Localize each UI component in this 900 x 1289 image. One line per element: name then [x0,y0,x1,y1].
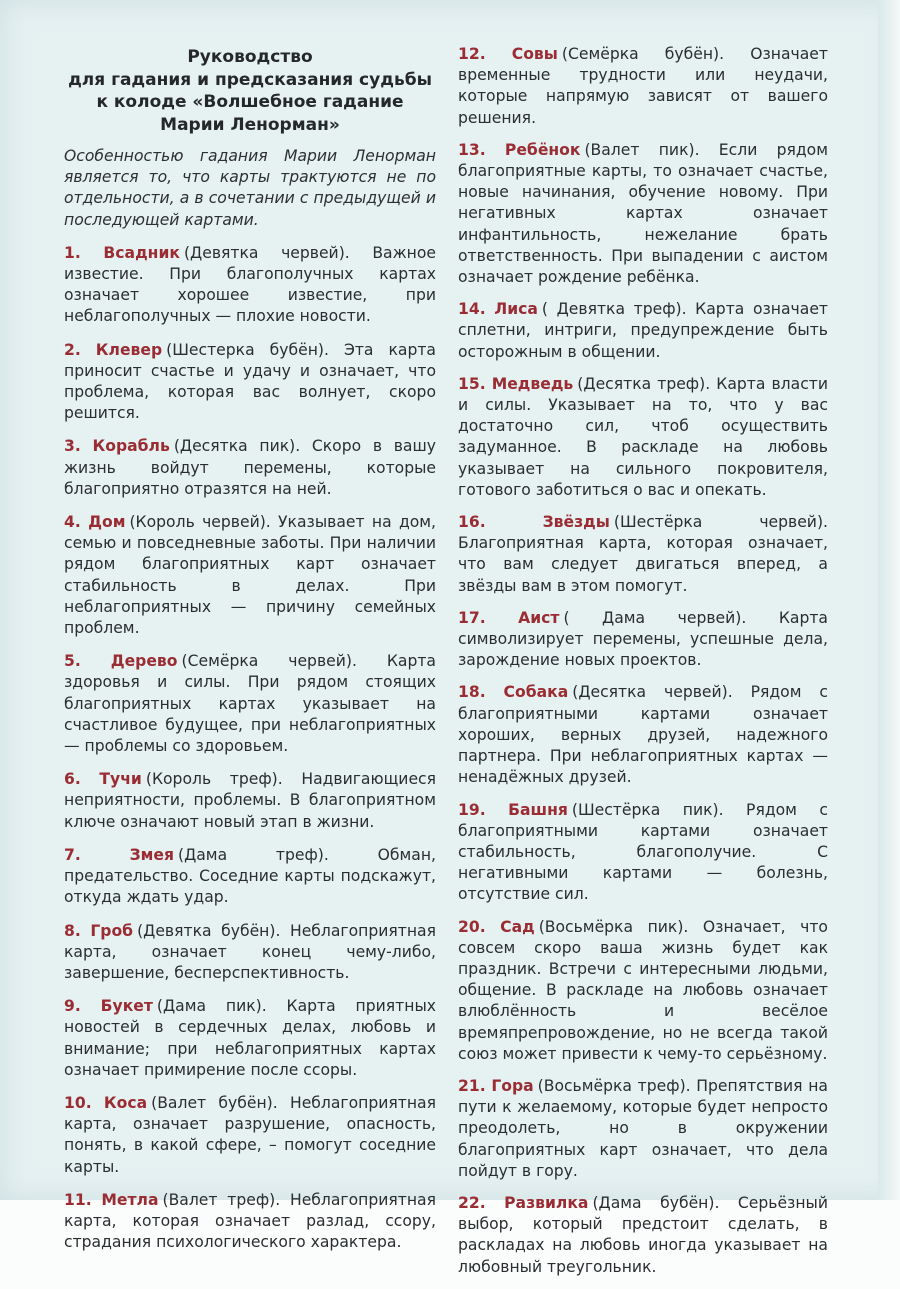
card-name: Букет [100,997,153,1016]
guide-title [64,46,436,136]
card-number: 14. [458,300,486,319]
card-number: 9. [64,997,81,1016]
card-name: Лиса [494,300,538,319]
card-number: 12. [458,45,486,63]
card-number: 18. [458,683,486,702]
card-entry [458,299,828,363]
card-entry [458,917,828,1065]
card-entry [64,769,436,833]
card-number: 1. [64,243,81,262]
card-number: 11. [64,1190,92,1209]
card-entry [458,608,828,672]
card-description: (Шестерка бубён). Эта карта приносит счастье и удачу и означает, что проблема, которая вас волнует, скоро решится. [64,340,436,423]
card-name: Сад [500,917,535,936]
card-entry [64,996,436,1081]
card-number: 17. [458,608,486,627]
card-number: 22. [458,1193,486,1212]
title-line: Марии Ленорман» [160,114,340,135]
card-name: Гроб [90,921,134,940]
card-entry [458,1076,828,1182]
card-description: (Десятка треф). Карта власти и силы. Указывает на то, что у вас достаточно сил, чтоб осуществить задуманное. В раскладе на любовь указывает на сильного покровителя, готового заботиться о вас и опекать. [458,374,828,499]
card-description: (Валет бубён). Неблагоприятная карта, означает разрушение, опасность, понять, в какой сфере, – помогут соседние карты. [64,1093,436,1176]
card-description: (Шестёрка червей). Благоприятная карта, которая означает, что вам следует двигаться вперед, а звёзды вам в этом помогут. [458,513,828,595]
card-entry [64,1093,436,1178]
left-column [64,40,436,1265]
card-description: (Король червей). Указывает на дом, семью и повседневные заботы. При наличии рядом благоприятных карт означает стабильность в делах. При неблагоприятных — причину семейных проблем. [64,513,436,638]
card-name: Ребёнок [504,140,581,159]
card-name: Всадник [103,243,180,262]
card-name: Развилка [504,1193,589,1212]
page-edge [878,0,900,1200]
card-name: Коса [103,1093,148,1112]
card-name: Гора [491,1076,534,1095]
card-description: (Валет треф). Неблагоприятная карта, которая означает разлад, ссору, страдания психологического характера. [64,1190,436,1252]
title-line: Руководство [187,47,313,67]
card-number: 6. [64,770,81,789]
card-entry [458,800,828,906]
card-description: (Десятка пик). Скоро в вашу жизнь войдут перемены, которые благоприятно отразятся на ней. [64,437,436,498]
card-number: 16. [458,513,486,532]
card-entry [64,340,436,425]
card-name: Метла [101,1190,159,1209]
card-number: 2. [64,340,81,359]
card-entry [458,512,828,597]
right-column [458,44,828,1289]
card-number: 8. [64,921,81,940]
card-name: Змея [129,845,174,864]
card-entry [64,243,436,328]
card-entry [458,44,828,129]
card-number: 10. [64,1093,92,1112]
card-name: Тучи [99,770,142,789]
card-entry [458,1193,828,1278]
card-entry [64,651,436,757]
card-number: 19. [458,800,486,819]
card-name: Дерево [110,652,178,671]
card-description: (Король треф). Надвигающиеся неприятности, проблемы. В благоприятном ключе означают новый этап в жизни. [64,770,436,831]
card-description: (Семёрка бубён). Означает временные трудности или неудачи, которые напрямую зависят от вашего решения. [458,45,828,127]
card-entry [64,845,436,909]
card-name: Клевер [95,340,163,359]
card-description: (Девятка бубён). Неблагоприятная карта, означает конец чему-либо, завершение, бесперспективность. [64,921,436,982]
card-number: 13. [458,140,486,159]
card-number: 7. [64,845,81,864]
card-description: (Дама пик). Карта приятных новостей в сердечных делах, любовь и внимание; при неблагоприятных картах означает примирение после ссоры. [64,997,436,1079]
card-description: (Девятка червей). Важное известие. При благополучных картах означает хорошее известие, при неблагополучных — плохие новости. [64,243,436,326]
card-description: (Восьмёрка пик). Означает, что совсем скоро ваша жизнь будет как праздник. Встречи с интересными людьми, общение. В раскладе на любовь означает влюблённость и весёлое времяпрепровождение, но не всегда такой союз может привести к чему-то серьёзному. [458,917,828,1063]
card-name: Башня [508,800,568,819]
card-number: 21. [458,1076,486,1095]
card-entry [64,512,436,639]
card-entry [458,374,828,501]
intro-paragraph: Особенностью гадания Марии Ленорман является то, что карты трактуются не по отдельности, а в сочетании с предыдущей и последующей картами. [64,147,436,229]
card-entry [64,921,436,985]
card-description: (Шестёрка пик). Рядом с благоприятными картами означает стабильность, благополучие. С негативными картами — болезнь, отсутствие сил. [458,800,828,904]
card-description: (Десятка червей). Рядом с благоприятными картами означает хороших, верных друзей, надежного партнера. При неблагоприятных картах — ненадёжных друзей. [458,683,828,787]
card-number: 4. [64,513,81,532]
card-number: 15. [458,374,486,393]
card-description: (Дама бубён). Серьёзный выбор, который предстоит сделать, в раскладах на любовь иногда указывает на любовный треугольник. [458,1193,828,1276]
card-entry [458,140,828,288]
card-name: Корабль [92,437,170,456]
card-entry [64,436,436,500]
card-entry [64,1190,436,1254]
card-description: (Восьмёрка треф). Препятствия на пути к желаемому, которые будет непросто преодолеть, но в окружении благоприятных карт означает, что дела пойдут в гору. [458,1076,828,1180]
title-line: к колоде «Волшебное гадание [96,92,404,112]
card-name: Собака [503,683,569,702]
title-line: для гадания и предсказания судьбы [68,69,432,90]
card-entry [458,682,828,788]
card-description: (Семёрка червей). Карта здоровья и силы. При рядом стоящих благоприятных картах указывает на счастливое будущее, при неблагоприятных — проблемы со здоровьем. [64,652,436,756]
card-description: ( Дама червей). Карта символизирует перемены, успешные дела, зарождение новых проектов. [458,608,828,670]
card-name: Аист [518,608,560,627]
card-description: ( Девятка треф). Карта означает сплетни, интриги, предупреждение быть осторожным в общении. [458,300,828,361]
card-description: (Валет пик). Если рядом благоприятные карты, то означает счастье, новые начинания, обучение новому. При негативных картах означает инфантильность, нежелание брать ответственность. При выпадении с аистом означает рождение ребёнка. [458,140,828,287]
card-name: Звёзды [542,513,610,532]
card-number: 20. [458,917,486,936]
card-name: Дом [88,513,126,532]
card-name: Совы [511,45,558,63]
card-number: 5. [64,652,81,671]
card-description: (Дама треф). Обман, предательство. Соседние карты подскажут, откуда ждать удар. [64,845,436,907]
card-number: 3. [64,437,81,456]
card-name: Медведь [491,374,574,393]
